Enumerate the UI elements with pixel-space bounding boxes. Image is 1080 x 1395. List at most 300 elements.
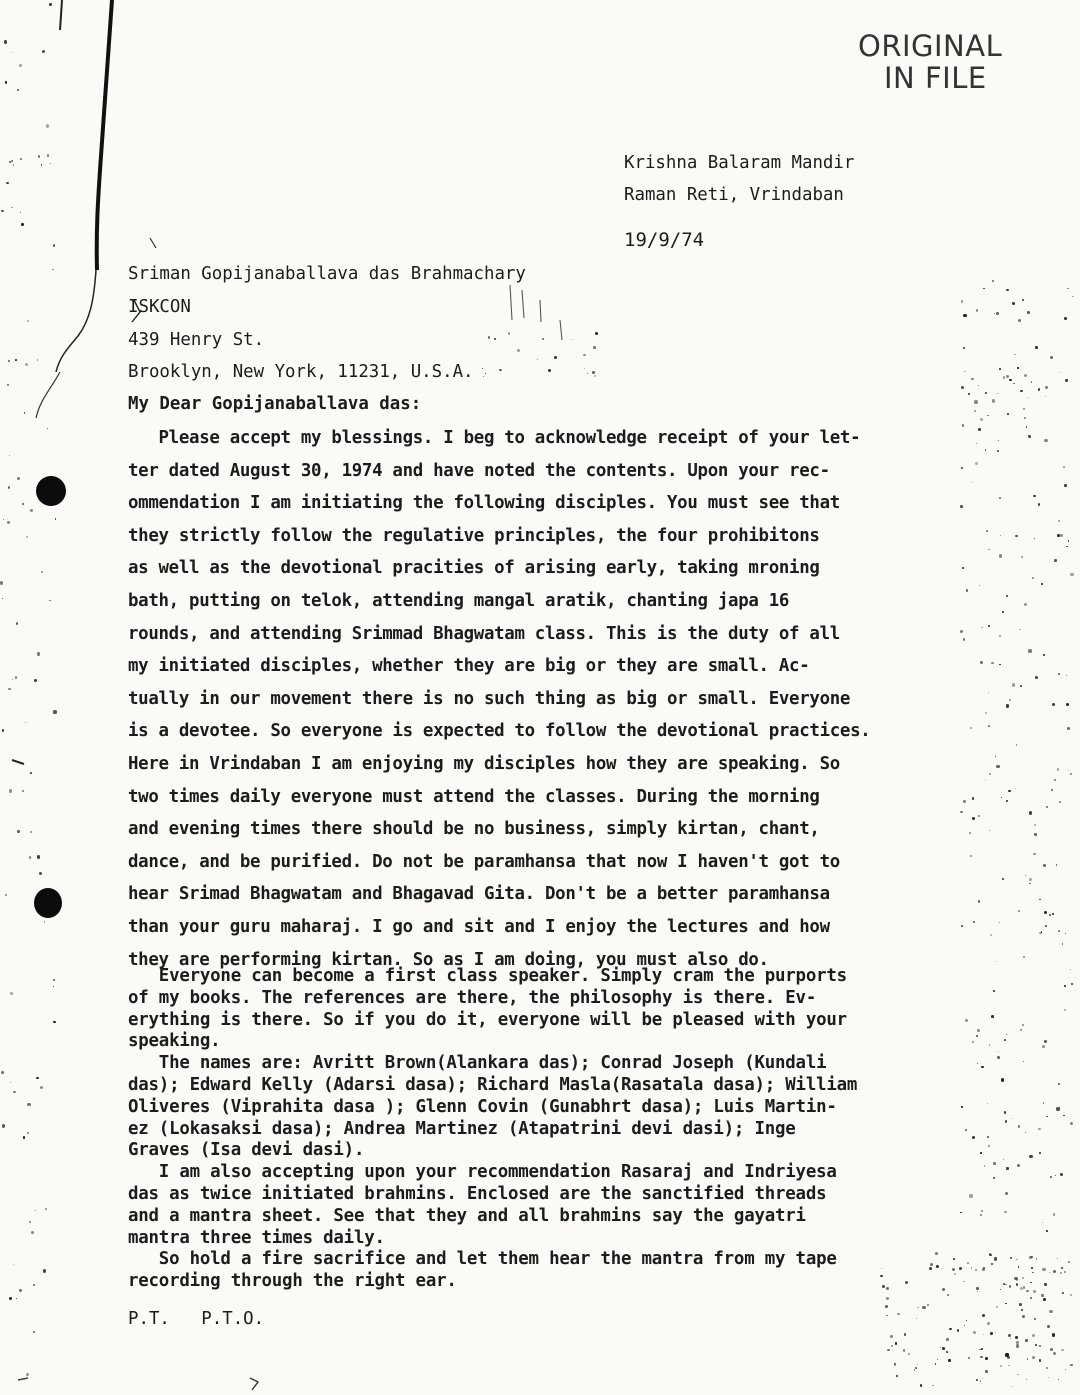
scan-speck xyxy=(982,1268,985,1271)
body-line: Here in Vrindaban I am enjoying my disciples how they are speaking. So xyxy=(128,753,840,774)
scan-speck xyxy=(6,182,9,185)
scan-speck xyxy=(985,1357,988,1360)
body-line: they strictly follow the regulative principles, the four prohibitons xyxy=(128,525,820,546)
scan-speck xyxy=(20,212,21,213)
scan-speck xyxy=(13,1264,14,1265)
scan-speck xyxy=(972,817,975,820)
scan-speck xyxy=(917,1364,918,1365)
scan-speck xyxy=(929,1267,932,1270)
body-line: The names are: Avritt Brown(Alankara das); Conrad Joseph (Kundali xyxy=(128,1053,827,1074)
scan-speck xyxy=(904,1333,906,1335)
scan-speck xyxy=(25,363,28,366)
scan-speck xyxy=(1035,1344,1037,1346)
scan-speck xyxy=(1063,466,1065,468)
scan-speck xyxy=(992,399,995,402)
scan-speck xyxy=(29,1221,32,1224)
body-line: mantra three times daily. xyxy=(128,1227,385,1248)
scan-speck xyxy=(9,455,10,456)
scan-speck xyxy=(1070,1364,1073,1367)
body-line: das); Edward Kelly (Adarsi dasa); Richard Masla(Rasatala dasa); William xyxy=(128,1074,858,1095)
scan-speck xyxy=(1042,1268,1045,1271)
scan-speck xyxy=(999,368,1001,370)
scan-speck xyxy=(963,314,966,317)
scan-speck xyxy=(1058,1083,1060,1085)
scan-speck xyxy=(34,679,37,682)
scan-speck xyxy=(33,1284,36,1287)
scan-speck xyxy=(961,1106,962,1107)
scan-speck xyxy=(1043,654,1045,656)
scan-speck xyxy=(1020,390,1023,393)
scan-speck xyxy=(587,373,588,374)
scan-speck xyxy=(1051,789,1053,791)
scan-speck xyxy=(1003,376,1005,378)
body-line: hear Srimad Bhagwatam and Bhagavad Gita. Don't be a better paramhansa xyxy=(128,884,830,905)
body-line: Everyone can become a first class speaker. Simply cram the purports xyxy=(128,966,847,986)
scan-speck xyxy=(968,1357,970,1359)
scan-speck xyxy=(979,1349,981,1351)
body-line: ter dated August 30, 1974 and have noted the contents. Upon your rec- xyxy=(128,460,830,481)
scan-speck xyxy=(1045,396,1047,398)
scan-speck xyxy=(1032,1272,1034,1274)
body-line: ez (Lokasaksi dasa); Andrea Martinez (Atapatrini devi dasi); Inge xyxy=(128,1118,796,1139)
scan-speck xyxy=(1031,381,1033,383)
scan-speck xyxy=(1068,1261,1070,1263)
scan-speck xyxy=(595,332,598,335)
scan-speck xyxy=(542,338,544,340)
scan-speck xyxy=(2,1124,5,1127)
scan-speck xyxy=(1064,1009,1066,1011)
scan-speck xyxy=(999,554,1002,557)
body-line: bath, putting on telok, attending mangal aratik, chanting japa 16 xyxy=(128,590,790,611)
scan-speck xyxy=(1022,299,1024,301)
scan-speck xyxy=(30,772,32,774)
scan-speck xyxy=(35,1210,36,1211)
body-line: of my books. The references are there, the philosophy is there. Ev- xyxy=(128,987,817,1008)
scan-speck xyxy=(1065,1369,1066,1370)
scan-speck xyxy=(987,1103,989,1105)
scan-speck xyxy=(985,449,986,450)
scan-speck xyxy=(24,412,26,414)
scan-speck xyxy=(973,921,975,923)
scan-speck xyxy=(975,1269,977,1271)
body-line: I am also accepting upon your recommendation Rasaraj and Indriyesa xyxy=(128,1162,837,1183)
scan-speck xyxy=(1048,1377,1049,1378)
scan-speck xyxy=(593,346,596,349)
scan-speck xyxy=(994,1257,997,1260)
scan-speck xyxy=(941,1268,943,1270)
scan-speck xyxy=(989,830,990,831)
scan-speck xyxy=(1043,1102,1044,1103)
scan-speck xyxy=(1062,943,1064,945)
scan-speck xyxy=(991,662,993,664)
scan-speck xyxy=(9,1297,12,1300)
scan-speck xyxy=(1001,797,1002,798)
scan-speck xyxy=(976,1035,978,1037)
scan-speck xyxy=(2,729,4,731)
scan-speck xyxy=(978,815,980,817)
scan-speck xyxy=(8,688,10,690)
scan-speck xyxy=(1020,685,1022,687)
scan-speck xyxy=(982,1314,985,1317)
scan-speck xyxy=(980,1214,982,1216)
scan-speck xyxy=(53,979,54,980)
scan-speck xyxy=(987,1136,990,1139)
scan-speck xyxy=(46,124,49,127)
scan-speck xyxy=(1026,426,1028,428)
scan-speck xyxy=(1005,1303,1007,1305)
letter-date: 19/9/74 xyxy=(624,229,705,251)
scan-speck xyxy=(1010,1257,1012,1259)
scan-speck xyxy=(996,765,999,768)
scan-speck xyxy=(970,855,972,857)
scan-speck xyxy=(1042,1222,1043,1223)
scan-speck xyxy=(1015,535,1018,538)
scan-speck xyxy=(1029,1155,1032,1158)
scan-speck xyxy=(1053,1352,1056,1355)
scan-speck xyxy=(981,1348,983,1350)
scan-speck xyxy=(1044,911,1047,914)
scan-speck xyxy=(1055,1175,1056,1176)
scan-speck xyxy=(963,638,965,640)
scan-speck xyxy=(53,1021,55,1023)
scan-speck xyxy=(1058,930,1060,932)
scan-speck xyxy=(1018,1266,1019,1267)
scan-speck xyxy=(1066,546,1068,548)
scan-speck xyxy=(22,790,24,792)
scan-speck xyxy=(930,1263,933,1266)
scan-speck xyxy=(971,378,973,380)
scan-speck xyxy=(937,1359,938,1360)
scan-speck xyxy=(935,1252,938,1255)
scan-speck xyxy=(977,1029,980,1032)
scan-speck xyxy=(483,376,485,378)
body-line: speaking. xyxy=(128,1031,221,1052)
scan-speck xyxy=(935,1363,937,1365)
scan-speck xyxy=(7,384,9,386)
scan-speck xyxy=(990,934,992,936)
body-line: and a mantra sheet. See that they and all brahmins say the gayatri xyxy=(128,1205,806,1226)
body-line: tually in our movement there is no such thing as big or small. Everyone xyxy=(128,688,851,709)
scan-speck xyxy=(966,1320,967,1321)
scan-speck xyxy=(41,164,42,165)
scan-speck xyxy=(978,428,981,431)
scan-speck xyxy=(7,521,9,523)
scan-speck xyxy=(20,158,22,160)
scan-speck xyxy=(1044,1283,1046,1285)
scan-speck xyxy=(1046,806,1049,809)
scan-speck xyxy=(1061,1349,1063,1351)
scan-speck xyxy=(508,332,510,334)
scan-speck xyxy=(1017,1164,1020,1167)
scan-speck xyxy=(5,894,7,896)
scan-speck xyxy=(1022,1277,1024,1279)
scan-speck xyxy=(962,424,965,427)
scan-speck xyxy=(1029,878,1032,881)
scan-speck xyxy=(1052,1333,1055,1336)
scan-speck xyxy=(1060,534,1063,537)
scan-speck xyxy=(1019,1303,1022,1306)
scan-speck xyxy=(1016,744,1017,745)
scan-speck xyxy=(1000,1365,1003,1368)
scan-speck xyxy=(922,1306,925,1309)
scan-speck xyxy=(1007,413,1009,415)
scan-speck xyxy=(975,462,978,465)
scan-speck xyxy=(967,1262,969,1264)
scan-speck xyxy=(1054,559,1056,561)
sender-line-1: Krishna Balaram Mandir xyxy=(624,153,855,173)
body-line: dance, and be purified. Do not be paramhansa that now I haven't got to xyxy=(128,851,840,872)
scan-speck xyxy=(960,505,963,508)
scan-speck xyxy=(1025,1339,1027,1341)
scan-speck xyxy=(482,368,483,369)
scan-speck xyxy=(987,415,988,416)
letter-body-paragraph-2 xyxy=(128,966,928,1293)
scan-speck xyxy=(1039,1152,1041,1154)
scan-speck xyxy=(517,349,520,352)
scan-speck xyxy=(1007,1356,1010,1359)
scan-speck xyxy=(572,339,573,340)
scan-speck xyxy=(978,385,979,386)
scan-speck xyxy=(916,1318,917,1319)
scan-speck xyxy=(983,1334,984,1335)
scan-speck xyxy=(989,773,991,775)
body-line: they are performing kirtan. So as I am doing, you must also do. xyxy=(128,949,769,970)
body-line: two times daily everyone must attend the classes. During the morning xyxy=(128,786,820,807)
scan-speck xyxy=(1070,773,1071,774)
scan-speck xyxy=(1041,1294,1044,1297)
punch-hole-upper xyxy=(36,476,66,506)
scan-speck xyxy=(1017,367,1019,369)
scan-speck xyxy=(1033,495,1036,498)
scan-speck xyxy=(965,1019,968,1022)
scan-speck xyxy=(1018,319,1021,322)
scan-speck xyxy=(974,400,977,403)
scan-speck xyxy=(976,443,977,444)
scan-speck xyxy=(976,309,978,311)
recipient-city: Brooklyn, New York, 11231, U.S.A. xyxy=(128,362,474,382)
scan-speck xyxy=(991,1015,994,1018)
scan-speck xyxy=(30,831,32,833)
scan-speck xyxy=(980,418,983,421)
scan-speck xyxy=(1016,1279,1017,1280)
scan-speck xyxy=(1039,1359,1042,1362)
scan-speck xyxy=(45,1208,48,1211)
scan-speck xyxy=(29,856,32,859)
scan-speck xyxy=(1057,1258,1058,1259)
recipient-street: 439 Henry St. xyxy=(128,330,265,350)
scan-speck xyxy=(996,1306,998,1308)
scan-speck xyxy=(995,756,996,757)
scan-speck xyxy=(1,1071,4,1074)
body-line: and evening times there should be no business, simply kirtan, chant, xyxy=(128,819,820,840)
scan-speck xyxy=(11,52,12,53)
scan-speck xyxy=(1006,289,1008,291)
scan-speck xyxy=(936,1265,939,1268)
scan-speck xyxy=(959,1267,962,1270)
scan-speck xyxy=(1016,1344,1019,1347)
body-line: Graves (Isa devi dasi). xyxy=(128,1140,365,1161)
scan-speck xyxy=(1038,503,1041,506)
scan-speck xyxy=(23,1136,25,1138)
scan-speck xyxy=(1060,1173,1063,1176)
scan-speck xyxy=(1045,386,1048,389)
scan-speck xyxy=(9,161,10,162)
scan-speck xyxy=(27,1132,28,1133)
scan-speck xyxy=(1044,1040,1047,1043)
scan-speck xyxy=(998,440,999,441)
scan-speck xyxy=(11,207,12,208)
scan-speck xyxy=(979,585,980,586)
scan-speck xyxy=(953,1258,955,1260)
scan-speck xyxy=(886,1315,887,1316)
scan-speck xyxy=(1006,1034,1007,1035)
scan-speck xyxy=(594,375,596,377)
scan-speck xyxy=(946,1351,948,1353)
scan-speck xyxy=(972,797,974,799)
scan-speck xyxy=(1044,439,1047,442)
body-line: my initiated disciples, whether they are big or they are small. Ac- xyxy=(128,656,810,677)
body-line: ommendation I am initiating the following disciples. You must see that xyxy=(128,493,840,514)
scan-speck xyxy=(976,1287,979,1290)
scan-speck xyxy=(981,627,982,628)
scan-speck xyxy=(1039,932,1041,934)
scan-speck xyxy=(50,163,51,164)
scan-speck xyxy=(1015,788,1016,789)
scan-speck xyxy=(1034,1318,1036,1320)
body-line: Please accept my blessings. I beg to acknowledge receipt of your let- xyxy=(128,428,861,448)
scan-speck xyxy=(1049,1310,1052,1313)
scan-speck xyxy=(12,679,13,680)
scan-speck xyxy=(961,386,964,389)
scan-speck xyxy=(1006,1167,1008,1169)
scan-speck xyxy=(1050,356,1053,359)
scan-speck xyxy=(43,1269,46,1272)
scan-speck xyxy=(980,1356,982,1358)
scan-speck xyxy=(1068,770,1070,772)
scan-speck xyxy=(985,712,987,714)
scan-speck xyxy=(1070,969,1071,970)
scan-speck xyxy=(894,1365,895,1366)
scan-speck xyxy=(977,1291,978,1292)
scan-speck xyxy=(1022,1315,1025,1318)
scan-speck xyxy=(25,722,26,723)
scan-speck xyxy=(896,1375,898,1377)
scan-speck xyxy=(917,1307,919,1309)
scan-speck xyxy=(964,371,965,372)
scan-speck xyxy=(1023,1061,1024,1062)
scan-speck xyxy=(1028,649,1031,652)
scan-speck xyxy=(26,536,28,538)
scan-speck xyxy=(1023,956,1025,958)
scan-speck xyxy=(993,1162,996,1165)
scan-speck xyxy=(995,1332,996,1333)
scan-speck xyxy=(998,1051,999,1052)
body-line: than your guru maharaj. I go and sit and I enjoy the lectures and how xyxy=(128,916,830,937)
scan-speck xyxy=(1061,1267,1063,1269)
scan-speck xyxy=(960,811,963,814)
body-line: is a devotee. So everyone is expected to follow the devotional practices. xyxy=(128,721,871,742)
scan-speck xyxy=(1006,800,1008,802)
scan-speck xyxy=(488,336,490,338)
scan-speck xyxy=(985,1370,988,1373)
scan-speck xyxy=(1001,1078,1004,1081)
scan-speck xyxy=(13,1091,16,1094)
scan-speck xyxy=(1042,1045,1045,1048)
scan-speck xyxy=(27,320,29,322)
scan-speck xyxy=(1019,629,1020,630)
scan-speck xyxy=(891,1345,893,1347)
scan-speck xyxy=(1072,296,1074,298)
scan-speck xyxy=(1004,1211,1007,1214)
scan-speck xyxy=(37,855,40,858)
scan-speck xyxy=(962,567,964,569)
scan-speck xyxy=(999,497,1001,499)
scan-speck xyxy=(887,1349,890,1352)
scan-speck xyxy=(993,990,994,991)
scan-speck xyxy=(19,1289,22,1292)
scan-speck xyxy=(485,373,486,374)
scan-speck xyxy=(41,571,43,573)
scan-speck xyxy=(1045,925,1047,927)
scan-speck xyxy=(885,1305,888,1308)
scan-speck xyxy=(881,1268,882,1269)
scan-speck xyxy=(969,832,972,835)
scan-speck xyxy=(2,598,3,599)
scan-speck xyxy=(970,727,972,729)
scan-speck xyxy=(1060,1272,1062,1274)
scan-speck xyxy=(1008,1365,1010,1367)
scan-speck xyxy=(1067,727,1070,730)
scan-speck xyxy=(1015,1336,1018,1339)
salutation: My Dear Gopijanaballava das: xyxy=(128,394,422,414)
scan-speck xyxy=(52,269,54,271)
scan-speck xyxy=(1038,388,1041,391)
scan-speck xyxy=(1035,676,1038,679)
scan-speck xyxy=(942,1288,945,1291)
scan-speck xyxy=(494,338,496,340)
scan-speck xyxy=(1023,408,1025,410)
scan-speck xyxy=(26,1373,29,1376)
scan-speck xyxy=(16,622,19,625)
scan-speck xyxy=(963,800,966,803)
scan-speck xyxy=(1016,1259,1018,1261)
scan-speck xyxy=(989,1044,990,1045)
scan-speck xyxy=(40,1086,43,1089)
scan-speck xyxy=(964,1325,965,1326)
scan-speck xyxy=(9,789,12,792)
scan-speck xyxy=(897,1313,900,1316)
scan-speck xyxy=(1003,1159,1004,1160)
body-line: as well as the devotional pracities of arising early, taking mroning xyxy=(128,558,820,579)
scan-speck xyxy=(1017,1374,1019,1376)
scan-speck xyxy=(1009,699,1011,701)
scan-speck xyxy=(1025,875,1026,876)
scan-speck xyxy=(8,360,10,362)
scan-speck xyxy=(1030,1297,1032,1299)
scan-speck xyxy=(1034,538,1035,539)
body-line: rounds, and attending Srimmad Bhagwatam class. This is the duty of all xyxy=(128,623,840,644)
scan-speck xyxy=(927,1304,929,1306)
scan-speck xyxy=(11,160,13,162)
scan-speck xyxy=(895,1342,898,1345)
scan-speck xyxy=(995,961,996,962)
scan-speck xyxy=(985,392,987,394)
scan-speck xyxy=(1025,1132,1026,1133)
scan-speck xyxy=(984,1165,985,1166)
scan-speck xyxy=(949,1328,952,1331)
original-in-file-stamp xyxy=(858,30,1018,94)
scan-speck xyxy=(55,518,57,520)
